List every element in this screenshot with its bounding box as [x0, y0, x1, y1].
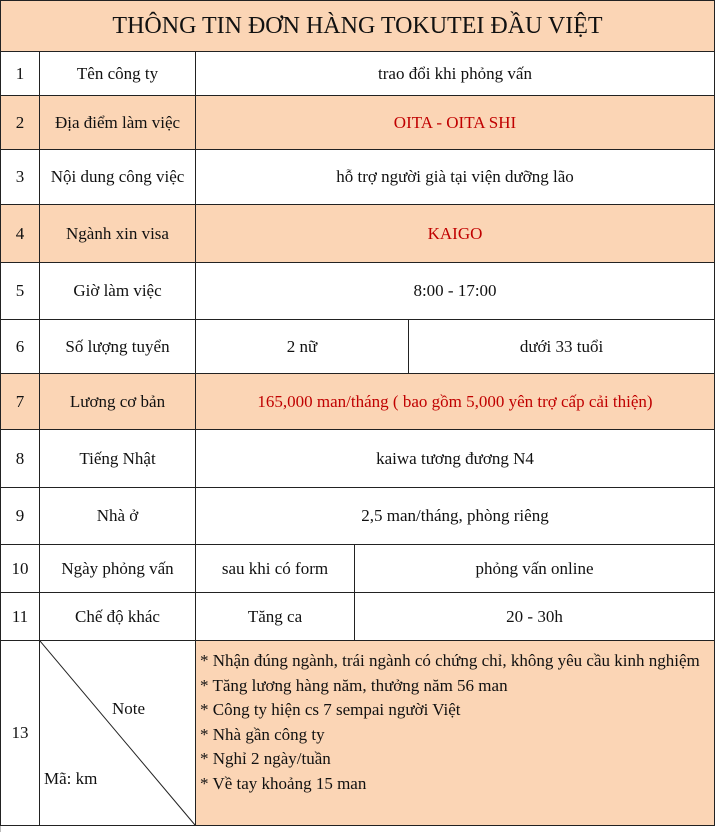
label-company-name[interactable]: Tên công ty — [40, 52, 196, 96]
label-interview-date[interactable]: Ngày phỏng vấn — [40, 545, 196, 593]
note-content[interactable] — [196, 641, 715, 826]
row-number-13[interactable]: 13 — [0, 641, 40, 826]
code-label: Mã: km — [44, 769, 98, 788]
value-housing[interactable]: 2,5 man/tháng, phòng riêng — [196, 488, 715, 545]
value-interview-method[interactable]: phỏng vấn online — [355, 545, 715, 593]
value-visa-sector[interactable]: KAIGO — [196, 205, 715, 263]
row-number-11[interactable]: 11 — [0, 593, 40, 641]
label-recruit-quantity[interactable]: Số lượng tuyển — [40, 320, 196, 374]
label-base-salary[interactable]: Lương cơ bản — [40, 374, 196, 430]
row-number-5[interactable]: 5 — [0, 263, 40, 320]
label-housing[interactable]: Nhà ở — [40, 488, 196, 545]
label-work-location[interactable]: Địa điểm làm việc — [40, 96, 196, 150]
row-number-4[interactable]: 4 — [0, 205, 40, 263]
value-company-name[interactable]: trao đổi khi phỏng vấn — [196, 52, 715, 96]
sheet-title[interactable]: THÔNG TIN ĐƠN HÀNG TOKUTEI ĐẦU VIỆT — [0, 0, 715, 52]
value-working-hours[interactable]: 8:00 - 17:00 — [196, 263, 715, 320]
row-number-7[interactable]: 7 — [0, 374, 40, 430]
value-interview-date[interactable]: sau khi có form — [196, 545, 355, 593]
note-item: * Nhận đúng ngành, trái ngành có chứng chỉ, không yêu cầu kinh nghiệm — [200, 651, 700, 670]
value-base-salary[interactable]: 165,000 man/tháng ( bao gồm 5,000 yên trợ cấp cải thiện) — [196, 374, 715, 430]
note-item: * Công ty hiện cs 7 sempai người Việt — [200, 700, 461, 719]
value-overtime-label[interactable]: Tăng ca — [196, 593, 355, 641]
diagonal-divider — [40, 641, 196, 826]
row-number-2[interactable]: 2 — [0, 96, 40, 150]
value-recruit-quantity[interactable]: 2 nữ — [196, 320, 409, 374]
note-label: Note — [112, 699, 146, 718]
note-item: * Tăng lương hàng năm, thưởng năm 56 man — [200, 675, 508, 695]
row-number-6[interactable]: 6 — [0, 320, 40, 374]
note-label-cell[interactable] — [40, 641, 196, 826]
value-age-limit[interactable]: dưới 33 tuổi — [409, 320, 715, 374]
row-number-9[interactable]: 9 — [0, 488, 40, 545]
note-item: * Nghỉ 2 ngày/tuần — [200, 749, 331, 768]
label-job-content[interactable]: Nội dung công việc — [40, 150, 196, 205]
note-item: * Về tay khoảng 15 man — [200, 773, 367, 793]
row-number-1[interactable]: 1 — [0, 52, 40, 96]
label-other-benefits[interactable]: Chế độ khác — [40, 593, 196, 641]
label-working-hours[interactable]: Giờ làm việc — [40, 263, 196, 320]
note-item: * Nhà gần công ty — [200, 724, 325, 744]
value-work-location[interactable]: OITA - OITA SHI — [196, 96, 715, 150]
value-japanese-level[interactable]: kaiwa tương đương N4 — [196, 430, 715, 488]
row-number-8[interactable]: 8 — [0, 430, 40, 488]
label-visa-sector[interactable]: Ngành xin visa — [40, 205, 196, 263]
value-overtime-hours[interactable]: 20 - 30h — [355, 593, 715, 641]
value-job-content[interactable]: hỗ trợ người già tại viện dưỡng lão — [196, 150, 715, 205]
row-number-10[interactable]: 10 — [0, 545, 40, 593]
label-japanese-level[interactable]: Tiếng Nhật — [40, 430, 196, 488]
row-number-3[interactable]: 3 — [0, 150, 40, 205]
